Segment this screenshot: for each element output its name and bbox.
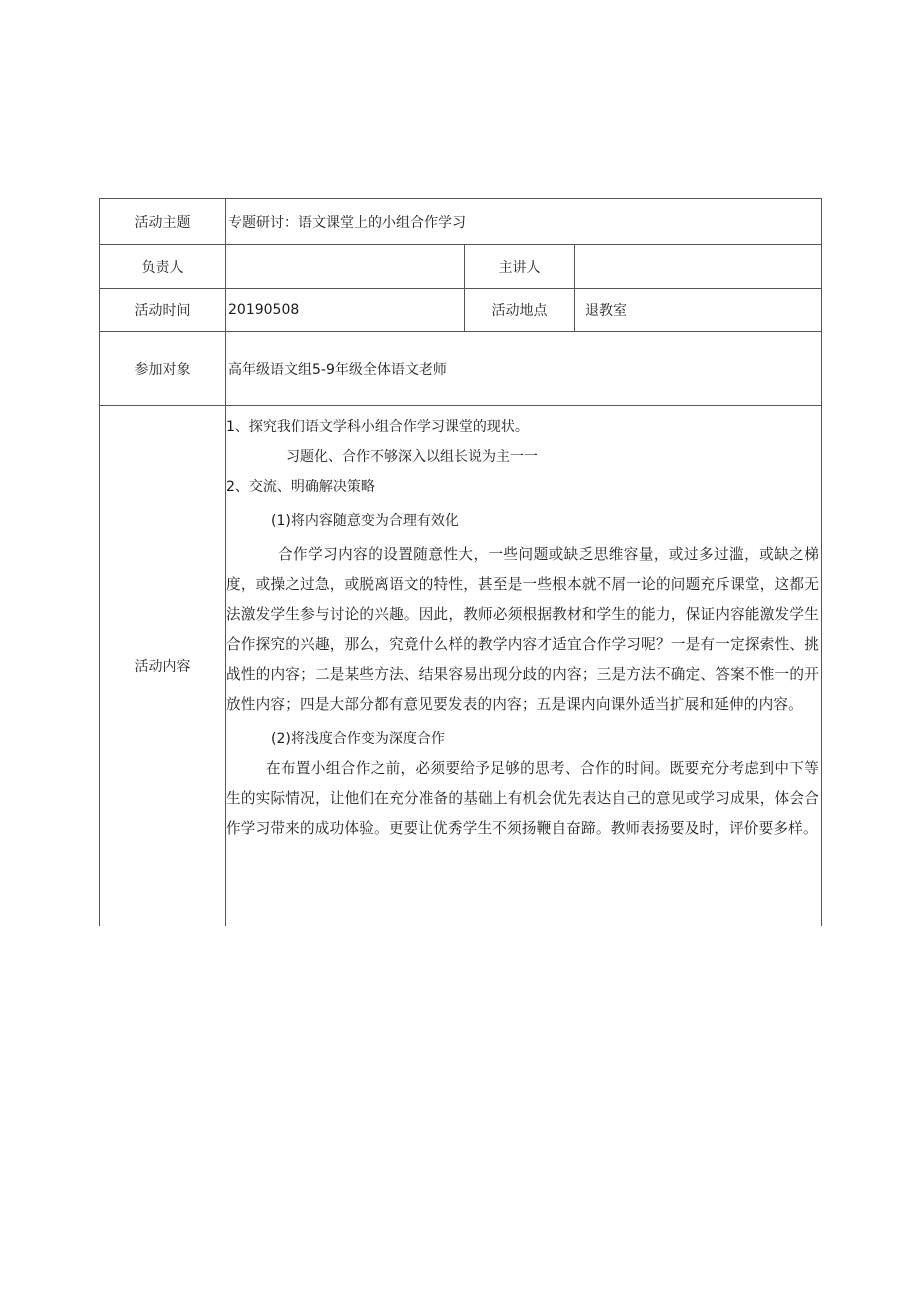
strategy-1-text: 合作学习内容的设置随意性大，一些问题或缺乏思维容量，或过多过滥，或缺之梯度，或操之过急，或脱离语文的特性，甚至是一些根本就不屑一论的问题充斥课堂，这都无法激发学生参与讨论的兴趣。因此，教师必须根据教材和学生的能力，保证内容能激发学生合作探究的兴趣，那么，究竟什么样的教学内容才适宜合作学习呢？一是有一定探索性、挑战性的内容；二是某些方法、结果容易出现分歧的内容；三是方法不确定、答案不惟一的开放性内容；四是大部分都有意见要发表的内容；五是课内向课外适当扩展和延伸的内容。 bbox=[226, 546, 820, 713]
row-participants bbox=[100, 332, 822, 406]
activity-record-table bbox=[99, 198, 822, 926]
row-topic bbox=[100, 199, 822, 245]
row-content bbox=[100, 406, 822, 927]
speaker-label: 主讲人 bbox=[465, 245, 575, 289]
row-owner-speaker bbox=[100, 245, 822, 289]
strategy-2-paragraph bbox=[226, 754, 819, 844]
strategy-1-paragraph bbox=[226, 540, 819, 720]
place-value: 退教室 bbox=[575, 289, 822, 332]
content-item-1: 1、探究我们语文学科小组合作学习课堂的现状。 bbox=[226, 419, 529, 435]
speaker-value bbox=[575, 245, 822, 289]
content-body bbox=[226, 406, 822, 927]
content-item-1-detail: 习题化、合作不够深入以组长说为主一一 bbox=[286, 449, 538, 465]
time-label: 活动时间 bbox=[100, 289, 226, 332]
participants-label: 参加对象 bbox=[100, 332, 226, 406]
strategy-2-text: 在布置小组合作之前，必须要给予足够的思考、合作的时间。既要充分考虑到中下等生的实际情况，让他们在充分准备的基础上有机会优先表达自己的意见或学习成果，体会合作学习带来的成功体验。更要让优秀学生不须扬鞭自奋蹄。教师表扬要及时，评价要多样。 bbox=[226, 760, 820, 837]
content-item-2: 2、交流、明确解决策略 bbox=[226, 479, 375, 495]
row-time-place bbox=[100, 289, 822, 332]
owner-label: 负责人 bbox=[100, 245, 226, 289]
topic-label: 活动主题 bbox=[100, 199, 226, 245]
strategy-2-title: (2)将浅度合作变为深度合作 bbox=[271, 731, 445, 747]
place-label: 活动地点 bbox=[465, 289, 575, 332]
content-label: 活动内容 bbox=[100, 406, 226, 927]
strategy-1-title: (1)将内容随意变为合理有效化 bbox=[271, 513, 459, 529]
time-value: 20190508 bbox=[226, 289, 465, 332]
participants-value: 高年级语文组5-9年级全体语文老师 bbox=[226, 332, 822, 406]
owner-value bbox=[226, 245, 465, 289]
topic-value: 专题研讨：语文课堂上的小组合作学习 bbox=[226, 199, 822, 245]
